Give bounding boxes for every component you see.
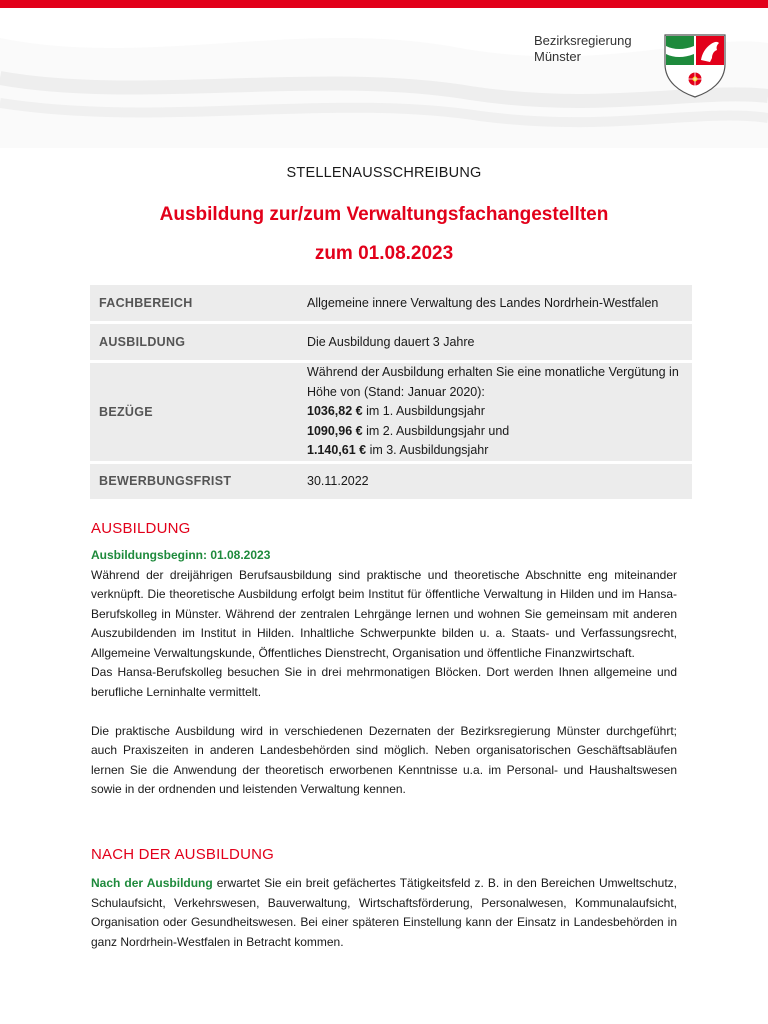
nrw-coat-of-arms-icon	[664, 34, 726, 98]
org-line-2: Münster	[534, 49, 581, 64]
decorative-wave-background	[0, 8, 768, 148]
bezuege-label: BEZÜGE	[90, 363, 289, 461]
salary-text: im 1. Ausbildungsjahr	[362, 404, 485, 418]
document-kicker: STELLENAUSSCHREIBUNG	[286, 165, 482, 181]
frist-label: BEWERBUNGSFRIST	[90, 464, 289, 499]
organization-name	[534, 33, 632, 65]
bezuege-intro: Während der Ausbildung erhalten Sie eine monatliche Vergütung in Höhe von (Stand: Januar 2020):	[307, 365, 679, 399]
paragraph: Während der dreijährigen Berufsausbildung sind praktische und theoretische Abschnitte eng miteinander verknüpft. Die theoretische Ausbildung erfolgt beim Institut für öffentliche Verwaltung in Hilden und im Hansa-Berufskolleg in Münster. Während der zentralen Lehrgänge lernen und wohnen Sie gemeinsam mit anderen Auszubildenden im Institut in Hilden. Inhaltliche Schwerpunkte bilden u. a. Staats- und Verfassungsrecht, Allgemeine Verwaltungskunde, Öffentliches Dienstrecht, Organisation und öffentliche Finanzwirtschaft.	[91, 567, 677, 660]
ausbildung-value: Die Ausbildung dauert 3 Jahre	[289, 324, 692, 360]
top-red-bar	[0, 0, 768, 8]
section-heading-nach-der-ausbildung: NACH DER AUSBILDUNG	[91, 846, 275, 863]
page-title-date: zum 01.08.2023	[314, 243, 454, 264]
salary-text: im 3. Ausbildungsjahr	[366, 443, 489, 457]
paragraph: Das Hansa-Berufskolleg besuchen Sie in drei mehrmonatigen Blöcken. Dort werden Ihnen allgemeine und berufliche Lerninhalte vermittelt.	[91, 665, 677, 699]
ausbildung-label: AUSBILDUNG	[90, 324, 289, 360]
section-body-nach-der-ausbildung	[91, 874, 677, 952]
table-row-bezuege	[90, 363, 692, 461]
page-title: Ausbildung zur/zum Verwaltungsfachangestellten	[159, 204, 609, 225]
frist-value: 30.11.2022	[289, 464, 692, 499]
fachbereich-value: Allgemeine innere Verwaltung des Landes Nordrhein-Westfalen	[289, 285, 692, 321]
table-row-bewerbungsfrist	[90, 464, 692, 499]
salary-amount: 1036,82 €	[307, 404, 363, 418]
fachbereich-label: FACHBEREICH	[90, 285, 289, 321]
salary-year-3	[307, 441, 684, 461]
salary-year-1	[307, 402, 684, 422]
paragraph-text: erwartet Sie ein breit gefächertes Tätigkeitsfeld z. B. in den Bereichen Umweltschutz, Schulaufsicht, Verkehrswesen, Bauverwaltung, Wirtschaftsförderung, Personalwesen, Kommunalaufsicht, Organisation oder Gesundheitswesen. Bei einer späteren Einstellung kann der Einsatz in Landesbehörden in ganz Nordrhein-Westfalen in Betracht kommen.	[91, 876, 677, 949]
org-line-1: Bezirksregierung	[534, 33, 632, 48]
paragraph-lead: Nach der Ausbildung	[91, 876, 213, 890]
section-heading-ausbildung: AUSBILDUNG	[91, 520, 191, 537]
paragraph-spacer	[91, 702, 677, 722]
section-body-ausbildung	[91, 546, 677, 800]
salary-text: im 2. Ausbildungsjahr und	[362, 423, 510, 438]
section-subheading: Ausbildungsbeginn: 01.08.2023	[91, 548, 271, 562]
table-row-fachbereich	[90, 285, 692, 321]
salary-amount: 1090,96 €	[307, 423, 363, 438]
info-table	[90, 282, 692, 502]
salary-amount: 1.140,61 €	[307, 443, 367, 457]
bezuege-value	[289, 363, 692, 461]
salary-year-2	[307, 422, 684, 442]
paragraph: Die praktische Ausbildung wird in verschiedenen Dezernaten der Bezirksregierung Münster durchgeführt; auch Praxiszeiten in anderen Landesbehörden sind möglich. Neben organisatorischen Geschäftsabläufen lernen Sie die Anwendung der theoretisch erworbenen Kenntnisse u.a. im Personal- und Haushaltswesen sowie in der ordnenden und leistenden Verwaltung kennen.	[91, 723, 677, 796]
table-row-ausbildung	[90, 324, 692, 360]
